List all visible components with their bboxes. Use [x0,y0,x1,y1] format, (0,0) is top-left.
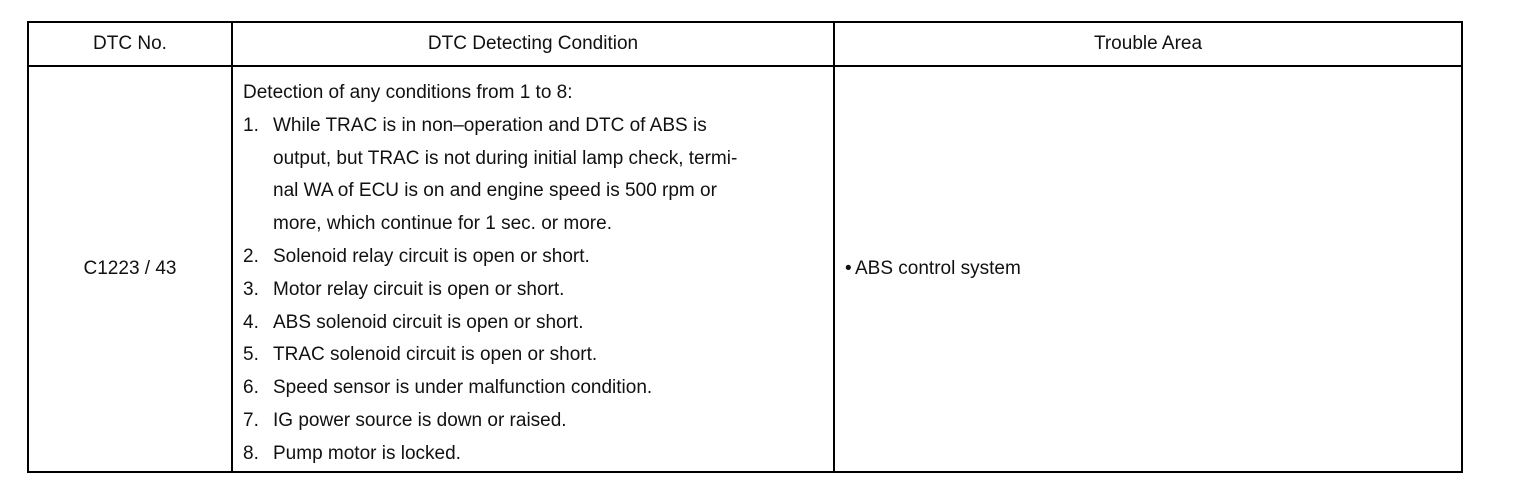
condition-text-line: IG power source is down or raised. [273,409,567,431]
dtc-code-cell: C1223 / 43 [28,66,232,472]
condition-text-line: Speed sensor is under malfunction condition. [273,377,653,399]
condition-number: 1. [243,114,259,136]
condition-item [243,339,825,372]
condition-number: 8. [243,442,259,464]
condition-item [243,372,825,405]
condition-item [243,405,825,438]
condition-number: 6. [243,377,259,399]
condition-item [243,241,825,274]
condition-text-line: Motor relay circuit is open or short. [273,278,565,300]
condition-item [243,307,825,340]
detecting-condition-cell [232,66,834,472]
condition-text-line: TRAC solenoid circuit is open or short. [273,344,598,366]
condition-number: 5. [243,344,259,366]
condition-intro: Detection of any conditions from 1 to 8: [243,82,573,103]
trouble-area-text: ABS control system [855,257,1021,279]
condition-text [273,405,825,438]
condition-text [273,307,825,340]
condition-text-line: more, which continue for 1 sec. or more. [273,213,612,235]
table-header-row [28,22,1462,66]
table-row [28,66,1462,472]
condition-list [243,110,825,471]
header-detecting-condition: DTC Detecting Condition [232,22,834,66]
header-trouble-area: Trouble Area [834,22,1462,66]
dtc-table [27,21,1463,473]
condition-text [273,339,825,372]
condition-text-line: output, but TRAC is not during initial lamp check, termi- [273,147,738,169]
condition-text-line: While TRAC is in non–operation and DTC of ABS is [273,114,707,136]
condition-text-line: Solenoid relay circuit is open or short. [273,245,590,267]
condition-text-line: Pump motor is locked. [273,442,461,464]
condition-text [273,110,825,241]
condition-text [273,241,825,274]
bullet-icon: • [845,257,852,279]
condition-text-line: ABS solenoid circuit is open or short. [273,311,584,333]
condition-item [243,274,825,307]
condition-number: 3. [243,278,259,300]
trouble-area-cell [834,66,1462,472]
condition-number: 2. [243,245,259,267]
condition-item [243,110,825,241]
condition-text [273,274,825,307]
condition-number: 4. [243,311,259,333]
condition-number: 7. [243,409,259,431]
condition-item [243,438,825,471]
condition-text [273,372,825,405]
header-dtc-no: DTC No. [28,22,232,66]
condition-text [273,438,825,471]
condition-text-line: nal WA of ECU is on and engine speed is 500 rpm or [273,180,717,202]
